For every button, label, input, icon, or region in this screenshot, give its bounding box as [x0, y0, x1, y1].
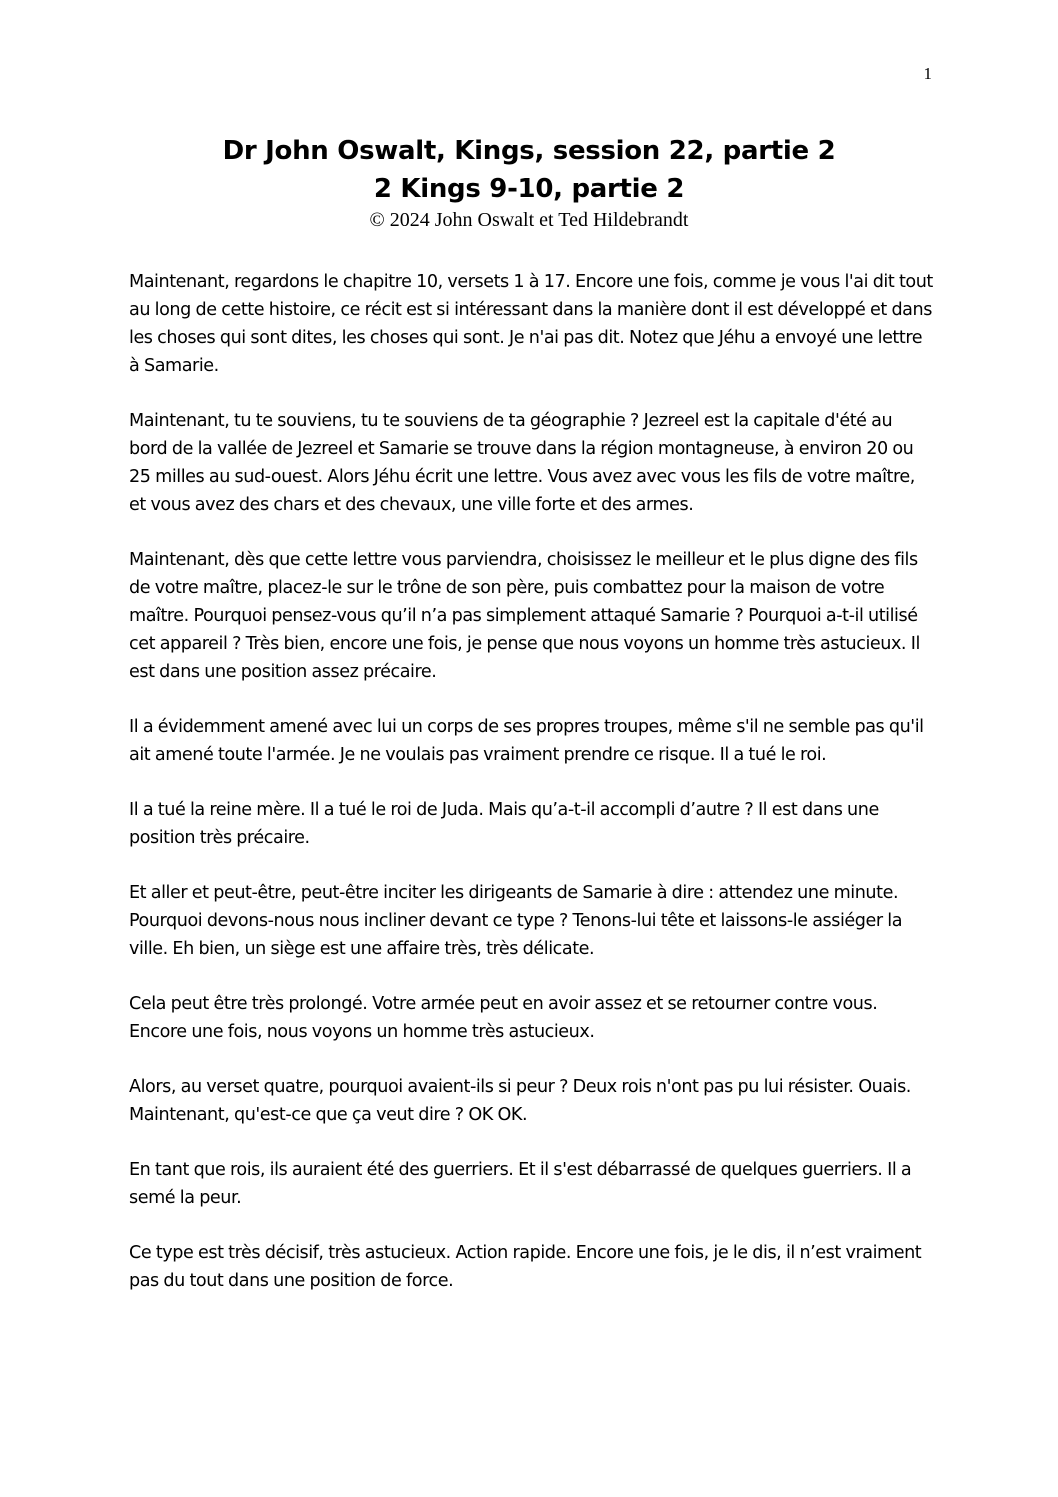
paragraph: Et aller et peut-être, peut-être inciter les dirigeants de Samarie à dire : attendez une minute. Pourquoi devons-nous nous incliner devant ce type ? Tenons-lui tête et laissons-le assiéger la ville. Eh bien, un siège est une affaire très, très délicate.: [129, 883, 903, 959]
paragraph: En tant que rois, ils auraient été des guerriers. Et il s'est débarrassé de quelques guerriers. Il a semé la peur.: [129, 1160, 912, 1208]
page-number: 1: [923, 64, 932, 83]
paragraph: Maintenant, regardons le chapitre 10, versets 1 à 17. Encore une fois, comme je vous l'ai dit tout au long de cette histoire, ce récit est si intéressant dans la manière dont il est développé et dans les choses qui sont dites, les choses qui sont. Je n'ai pas dit. Notez que Jéhu a envoyé une lettre à Samarie.: [129, 272, 933, 376]
paragraph: Ce type est très décisif, très astucieux. Action rapide. Encore une fois, je le dis, il n’est vraiment pas du tout dans une position de force.: [129, 1243, 922, 1291]
paragraph: Maintenant, tu te souviens, tu te souviens de ta géographie ? Jezreel est la capitale d'été au bord de la vallée de Jezreel et Samarie se trouve dans la région montagneuse, à environ 20 ou 25 milles au sud-ouest. Alors Jéhu écrit une lettre. Vous avez avec vous les fils de votre maître, et vous avez des chars et des chevaux, une ville forte et des armes.: [129, 411, 915, 515]
document-body: [129, 268, 934, 1322]
paragraph: Cela peut être très prolongé. Votre armée peut en avoir assez et se retourner contre vous. Encore une fois, nous voyons un homme très astucieux.: [129, 994, 878, 1042]
paragraph: Il a évidemment amené avec lui un corps de ses propres troupes, même s'il ne semble pas qu'il ait amené toute l'armée. Je ne voulais pas vraiment prendre ce risque. Il a tué le roi.: [129, 717, 924, 765]
paragraph: Maintenant, dès que cette lettre vous parviendra, choisissez le meilleur et le plus digne des fils de votre maître, placez-le sur le trône de son père, puis combattez pour la maison de votre maître. Pourquoi pensez-vous qu’il n’a pas simplement attaqué Samarie ? Pourquoi a-t-il utilisé cet appareil ? Très bien, encore une fois, je pense que nous voyons un homme très astucieux. Il est dans une position assez précaire.: [129, 550, 920, 682]
title-line-2: 2 Kings 9-10, partie 2: [373, 174, 685, 204]
paragraph: Alors, au verset quatre, pourquoi avaient-ils si peur ? Deux rois n'ont pas pu lui résister. Ouais. Maintenant, qu'est-ce que ça veut dire ? OK OK.: [129, 1077, 911, 1125]
document-header: [0, 132, 1058, 232]
title-line-1: Dr John Oswalt, Kings, session 22, partie 2: [222, 136, 836, 166]
paragraph: Il a tué la reine mère. Il a tué le roi de Juda. Mais qu’a-t-il accompli d’autre ? Il est dans une position très précaire.: [129, 800, 879, 848]
copyright-line: © 2024 John Oswalt et Ted Hildebrandt: [369, 209, 689, 231]
